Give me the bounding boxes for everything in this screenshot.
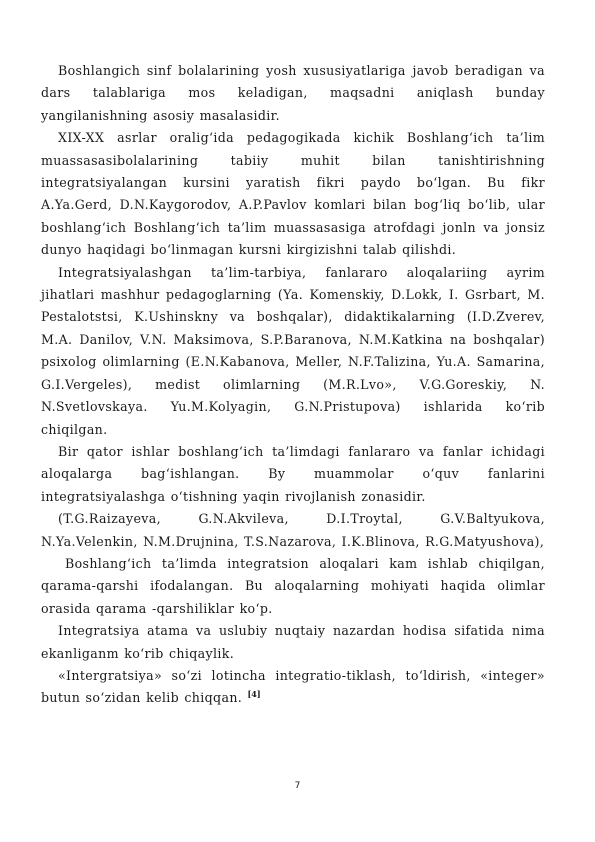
paragraph-5: (T.G.Raizayeva, G.N.Akvileva, D.I.Troytal, G.V.Baltyukova, N.Ya.Velenkin, N.M.Drujnina, T.S.Nazarova, I.K.Blinova, R.G.Matyushova), — [41, 511, 545, 549]
paragraph-6: Boshlang‘ich ta’limda integratsion aloqalari kam ishlab chiqilgan, qarama-qarshi ifodalangan. Bu aloqalarning mohiyati haqida olimlar orasida qarama -qarshiliklar ko‘p. — [41, 555, 545, 616]
paragraph-1: Boshlangich sinf bolalarining yosh xususiyatlariga javob beradigan va dars talablariga mos keladigan, maqsadni aniqlash bunday yangilanishning asosiy masalasidir. — [41, 63, 545, 123]
page-number: 7 — [294, 781, 301, 791]
paragraph-8-text: «Intergratsiya» so‘zi lotincha integratio-tiklash, to‘ldirish, «integer» butun so‘zidan kelib chiqqan. — [41, 667, 545, 706]
paragraph-7: Integratsiya atama va uslubiy nuqtaiy nazardan hodisa sifatida nima ekanliganm ko‘rib chiqaylik. — [41, 623, 545, 661]
paragraph-4: Bir qator ishlar boshlang‘ich ta’limdagi fanlararo va fanlar ichidagi aloqalarga bag‘ishlangan. By muammolar o‘quv fanlarini integratsiyalashga o‘tishning yaqin rivojlanish zonasidir. — [41, 443, 545, 504]
paragraph-8 — [41, 665, 545, 710]
footnote-reference: [4] — [247, 689, 261, 700]
document-body — [41, 60, 545, 710]
paragraph-2: XIX-XX asrlar oralig‘ida pedagogikada kichik Boshlang‘ich ta’lim muassasasibolalarining tabiiy muhit bilan tanishtirishning integratsiyalangan kursini yaratish fikri paydo bo‘lgan. Bu fikr A.Ya.Gerd, D.N.Kaygorodov, A.P.Pavlov komlari bilan bog‘liq bo‘lib, ular boshlang‘ich Boshlang‘ich ta’lim muassasasiga atrofdagi jonln va jonsiz dunyo haqidagi bo‘linmagan kursni kirgizishni talab qilishdi. — [41, 130, 545, 258]
paragraph-3: Integratsiyalashgan ta’lim-tarbiya, fanlararo aloqalariing ayrim jihatlari mashhur pedagoglarning (Ya. Komenskiy, D.Lokk, I. Gsrbart, M. Pestalotstsi, K.Ushinskny va boshqalar), didaktikalarning (I.D.Zverev, M.A. Danilov, V.N. Maksimova, S.P.Baranova, N.M.Katkina na boshqalar) psixolog olimlarning (E.N.Kabanova, Meller, N.F.Talizina, Yu.A. Samarina, G.I.Vergeles), medist olimlarning (M.R.Lvo», V.G.Goreskiy, N. N.Svetlovskaya. Yu.M.Kolyagin, G.N.Pristupova) ishlarida ko‘rib chiqilgan. — [41, 264, 545, 437]
